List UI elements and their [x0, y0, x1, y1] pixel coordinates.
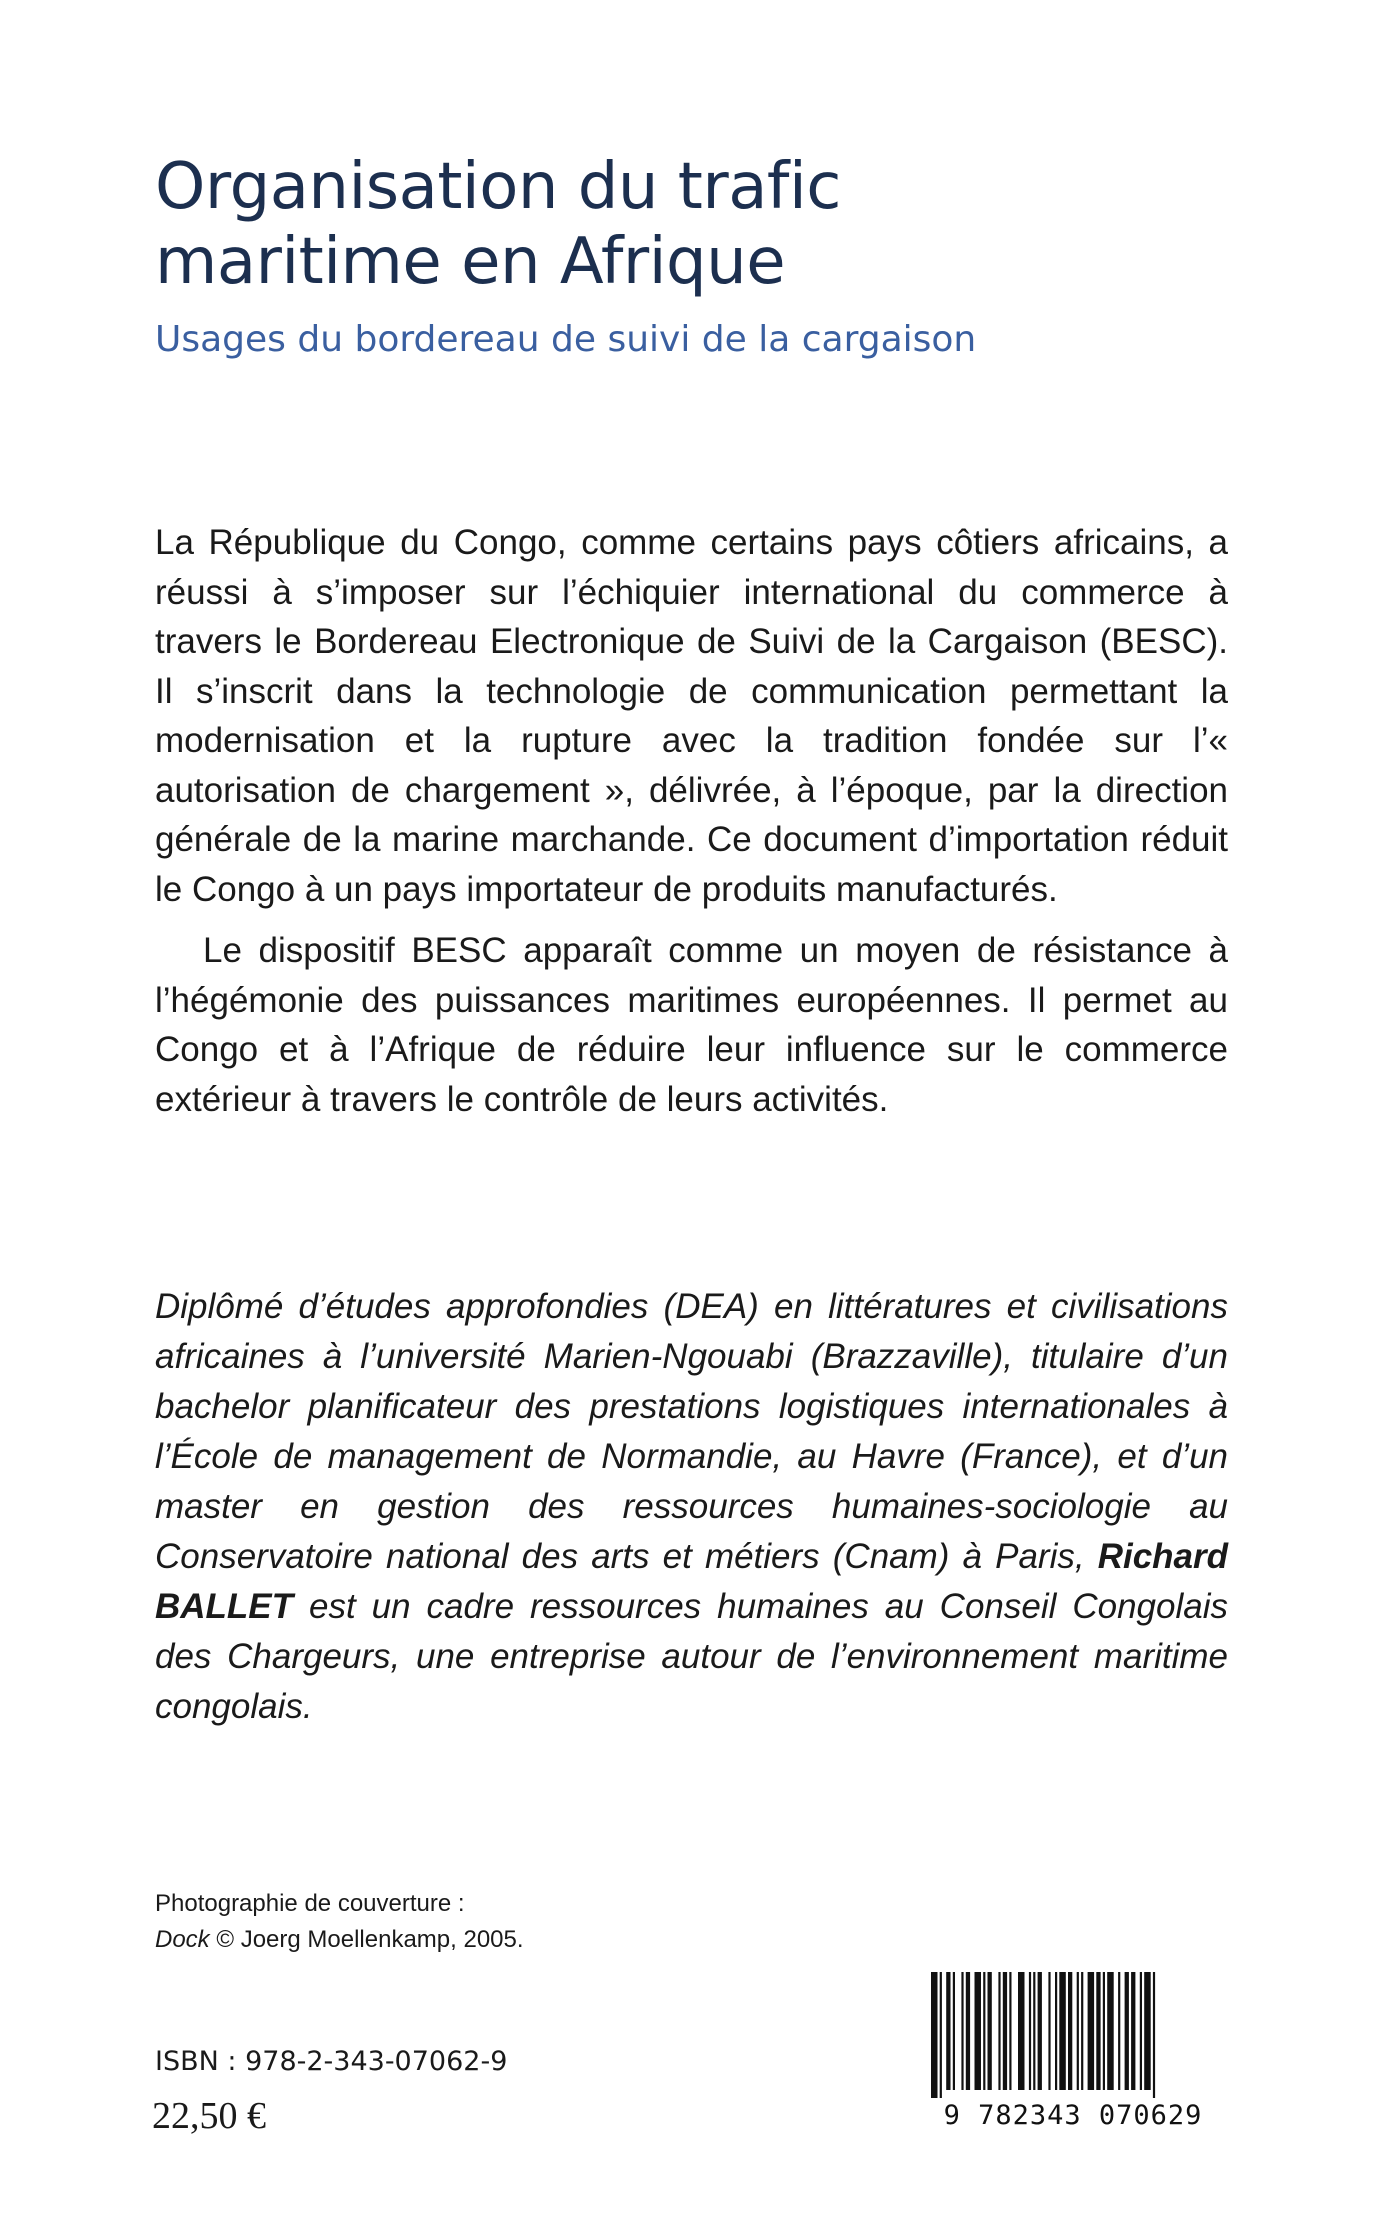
bio-text-before: Diplômé d’études approfondies (DEA) en littératures et civilisations africaines à l’université Marien-Ngouabi (Brazzaville), titulaire d’un bachelor planificateur des prestations logistiques internationales à l’École de management de Normandie, au Havre (France), et d’un master en gestion des ressources humaines-sociologie au Conservatoire national des arts et métiers (Cnam) à Paris,	[155, 1287, 1228, 1576]
barcode-bar	[975, 1972, 982, 2090]
barcode-bar	[1009, 1972, 1011, 2090]
author-bio	[155, 1282, 1228, 1732]
book-title-line-1: Organisation du trafic	[155, 150, 841, 224]
barcode-bar	[1118, 1972, 1120, 2090]
barcode-bar	[1077, 1972, 1079, 2090]
photo-credit-label: Photographie de couverture :	[155, 1890, 465, 1917]
author-name: Richard BALLET	[155, 1537, 1228, 1626]
barcode-bar	[931, 1972, 938, 2098]
barcode-bar	[1048, 1972, 1050, 2090]
barcode-bar	[966, 1972, 970, 2090]
barcode-bar	[1107, 1972, 1114, 2090]
barcode-bar	[1038, 1972, 1042, 2090]
photo-credit	[155, 1886, 524, 1958]
barcode-bar	[953, 1972, 955, 2090]
title-block	[155, 150, 1255, 361]
book-subtitle: Usages du bordereau de suivi de la cargaison	[155, 318, 977, 360]
barcode-bar	[1029, 1972, 1031, 2090]
barcode-bar	[983, 1972, 985, 2090]
barcode-bar	[1140, 1972, 1142, 2090]
barcode-bar	[1131, 1972, 1135, 2090]
barcode	[917, 1972, 1229, 2138]
bio-text-after: est un cadre ressources humaines au Conseil Congolais des Chargeurs, une entreprise autour de l’environnement maritime congolais.	[155, 1587, 1228, 1726]
barcode-bars-icon	[917, 1972, 1229, 2102]
barcode-bar	[998, 1972, 1000, 2090]
barcode-bar	[940, 1972, 942, 2098]
summary-text	[155, 518, 1228, 1124]
barcode-bar	[1018, 1972, 1025, 2090]
barcode-bar	[1033, 1972, 1035, 2090]
barcode-bar	[1055, 1972, 1057, 2090]
barcode-bar	[1125, 1972, 1129, 2090]
barcode-bar	[1096, 1972, 1100, 2090]
summary-paragraph-2: Le dispositif BESC apparaît comme un moyen de résistance à l’hégémonie des puissances maritimes européennes. Il permet au Congo et à l’Afrique de réduire leur influence sur le commerce extérieur à travers le contrôle de leurs activités.	[155, 931, 1228, 1119]
barcode-bar	[1144, 1972, 1151, 2090]
barcode-bar	[946, 1972, 950, 2090]
barcode-bar	[1081, 1972, 1083, 2090]
summary-paragraph-1: La République du Congo, comme certains pays côtiers africains, a réussi à s’imposer sur l’échiquier international du commerce à travers le Bordereau Electronique de Suivi de la Cargaison (BESC). Il s’inscrit dans la technologie de communication permettant la modernisation et la rupture avec la tradition fondée sur l’« autorisation de chargement », délivrée, à l’époque, par la direction générale de la marine marchande. Ce document d’importation réduit le Congo à un pays importateur de produits manufacturés.	[155, 523, 1228, 909]
price: 22,50 €	[152, 2095, 266, 2137]
barcode-digits: 9 782343 070629	[943, 2100, 1203, 2131]
barcode-bar	[1153, 1972, 1155, 2098]
photo-credit-rest: © Joerg Moellenkamp, 2005.	[209, 1926, 524, 1953]
barcode-bar	[1068, 1972, 1072, 2090]
photo-credit-line	[155, 1922, 524, 1958]
isbn: ISBN : 978-2-343-07062-9	[155, 2046, 508, 2077]
barcode-bar	[1003, 1972, 1007, 2090]
book-title-line-2: maritime en Afrique	[155, 224, 786, 299]
barcode-bar	[1088, 1972, 1095, 2090]
photo-credit-work: Dock	[155, 1926, 210, 1953]
barcode-bar	[1059, 1972, 1066, 2090]
book-title	[155, 150, 1255, 300]
barcode-bar	[988, 1972, 992, 2090]
barcode-bar	[961, 1972, 963, 2090]
barcode-bar	[1103, 1972, 1105, 2090]
